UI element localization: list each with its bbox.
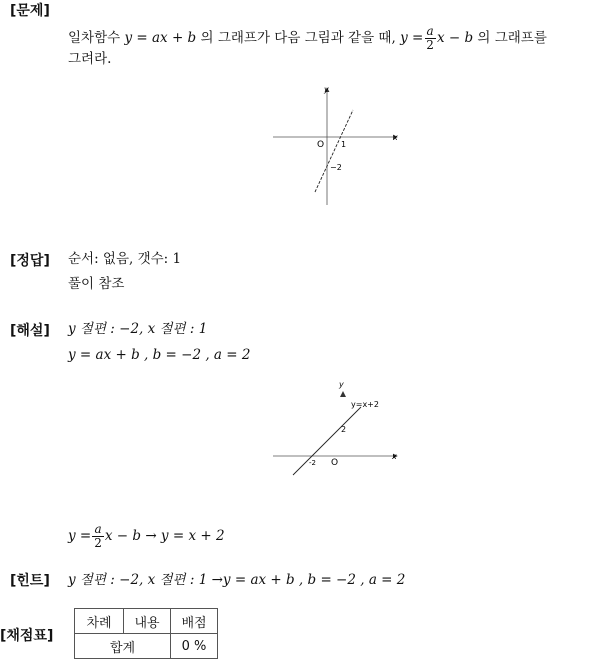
- explanation-line1: y 절편 : −2, x 절편 : 1: [68, 321, 208, 337]
- final-equation-rest: x − b → y = x + 2: [104, 528, 225, 544]
- scoring-table-header-row: [75, 609, 218, 634]
- explanation-y-tick: 2: [341, 425, 347, 434]
- fraction-numerator: a: [426, 24, 434, 38]
- answer-line1: 순서: 없음, 갯수: 1: [68, 251, 182, 267]
- scoring-total-value: 0 %: [171, 634, 218, 659]
- problem-graph: [265, 80, 410, 210]
- problem-equation-2-lhs: y =: [400, 30, 424, 46]
- problem-y-label: y: [324, 85, 329, 94]
- problem-equation-2-rest: x − b: [436, 30, 474, 46]
- explanation-line-label: y=x+2: [351, 400, 379, 409]
- problem-text-start: 일차함수: [68, 30, 121, 46]
- problem-text-line1: [68, 25, 547, 52]
- scoring-table: [74, 608, 218, 659]
- explanation-y-label: y: [339, 380, 344, 389]
- explanation-y-arrow: [340, 391, 346, 397]
- scoring-table-total-row: [75, 634, 218, 659]
- explanation-final-equation: [68, 523, 225, 550]
- problem-text-end: 의 그래프를: [477, 30, 547, 46]
- answer-line2: 풀이 참조: [68, 276, 125, 292]
- problem-fraction: [424, 25, 436, 52]
- explanation-graph: [265, 375, 410, 480]
- problem-y-tick: −2: [330, 163, 342, 172]
- fraction-denominator: 2: [426, 38, 434, 52]
- problem-x-tick: 1: [341, 140, 347, 149]
- problem-origin-label: O: [317, 140, 325, 150]
- problem-equation-1: y = ax + b: [124, 30, 197, 46]
- problem-header: [문제]: [10, 3, 50, 19]
- explanation-header: [해설]: [10, 323, 50, 339]
- scoring-header: [채점표]: [0, 628, 54, 644]
- final-fraction-denominator: 2: [94, 536, 102, 550]
- explanation-x-tick: -2: [309, 459, 316, 467]
- problem-text-line2: 그려라.: [68, 51, 112, 67]
- scoring-col-content: 내용: [124, 609, 171, 634]
- explanation-x-label: x: [392, 452, 397, 461]
- scoring-col-points: 배점: [171, 609, 218, 634]
- answer-header: [정답]: [10, 253, 50, 269]
- problem-text-mid: 의 그래프가 다음 그림과 같을 때,: [200, 30, 396, 46]
- final-fraction: [92, 523, 104, 550]
- problem-function-line: [315, 110, 353, 192]
- explanation-line2: y = ax + b , b = −2 , a = 2: [68, 347, 251, 363]
- explanation-function-line: [293, 407, 361, 475]
- problem-x-label: x: [393, 133, 398, 142]
- explanation-origin-label: O: [331, 458, 339, 468]
- final-equation-lhs: y =: [68, 528, 92, 544]
- hint-header: [힌트]: [10, 573, 50, 589]
- hint-line: y 절편 : −2, x 절편 : 1 →y = ax + b , b = −2 , a = 2: [68, 572, 406, 588]
- final-fraction-numerator: a: [94, 522, 102, 536]
- scoring-col-order: 차례: [75, 609, 124, 634]
- scoring-total-label: 합계: [75, 634, 171, 659]
